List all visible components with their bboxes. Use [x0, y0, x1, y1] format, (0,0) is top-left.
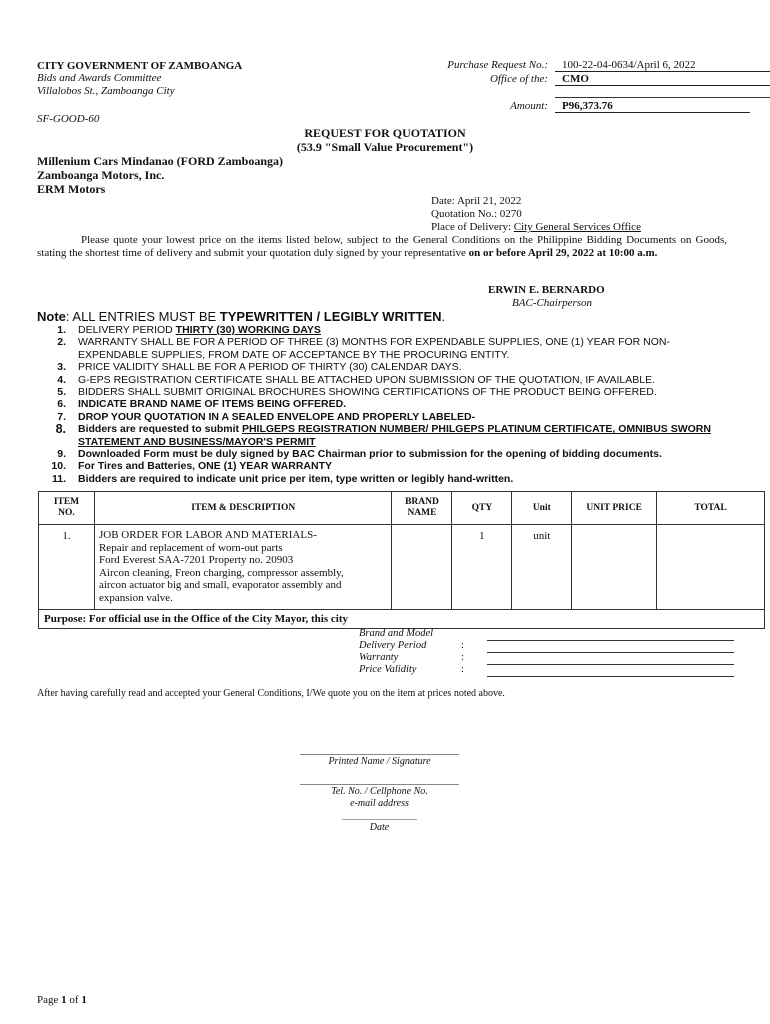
- amount-label: Amount:: [510, 100, 548, 112]
- note-text: DELIVERY PERIOD: [78, 324, 176, 336]
- col-header-brand: BRAND NAME: [392, 492, 452, 525]
- note-text: DROP YOUR QUOTATION IN A SEALED ENVELOPE AND PROPERLY LABELED-: [78, 410, 476, 423]
- col-header-unit: Unit: [512, 492, 572, 525]
- note-end: .: [441, 309, 446, 324]
- signature-line[interactable]: [300, 754, 459, 755]
- field-input-price-validity[interactable]: [487, 676, 734, 677]
- office-value: CMO: [555, 73, 770, 86]
- note-text: G-EPS REGISTRATION CERTIFICATE SHALL BE ATTACHED UPON SUBMISSION OF THE QUOTATION, IF AVAILABLE.: [78, 373, 656, 386]
- note-item: [40, 324, 740, 336]
- note-item: [40, 386, 740, 398]
- intro-text: Please quote your lowest price on the items listed below, subject to the General Conditions on the Philippine Bidding Documents on Goods, stating the shortest time of delivery and submit your quotation duly signed by your representative: [37, 234, 727, 259]
- pr-value: 100-22-04-0634/April 6, 2022: [555, 59, 770, 72]
- note-label: Note: [37, 309, 66, 324]
- note-text: INDICATE BRAND NAME OF ITEMS BEING OFFERED.: [78, 398, 347, 411]
- note-item: [40, 411, 740, 423]
- note-text: BIDDERS SHALL SUBMIT ORIGINAL BROCHURES SHOWING CERTIFICATIONS OF THE PRODUCT BEING OFFERED.: [78, 386, 657, 399]
- note-text: Bidders are requested to submit: [78, 423, 242, 436]
- col-header-unit-price: UNIT PRICE: [572, 492, 657, 525]
- unit-price-cell[interactable]: [572, 525, 657, 610]
- note-item: [40, 361, 740, 373]
- page-indicator: [37, 994, 87, 1006]
- note-emph-text: PHILGEPS REGISTRATION NUMBER/ PHILGEPS PLATINUM CERTIFICATE, OMNIBUS SWORN STATEMENT AND BUSINESS/MAYOR'S PERMIT: [78, 423, 711, 448]
- note-number: 3.: [57, 361, 66, 374]
- total-cell[interactable]: [657, 525, 765, 610]
- note-text: Bidders are required to indicate unit price per item, type written or legibly hand-written.: [78, 472, 514, 485]
- rfq-date: Date: April 21, 2022: [431, 195, 522, 207]
- note-number: 9.: [57, 448, 66, 461]
- note-text: PRICE VALIDITY SHALL BE FOR A PERIOD OF THIRTY (30) CALENDAR DAYS.: [78, 361, 462, 374]
- qty-cell: 1: [452, 525, 512, 610]
- page-prefix: Page: [37, 994, 62, 1006]
- field-label-price-validity: Price Validity: [359, 664, 417, 675]
- note-item: [40, 336, 740, 361]
- col-header-item-no: ITEM NO.: [39, 492, 95, 525]
- org-address: Villalobos St., Zamboanga City: [37, 85, 175, 97]
- note-item: [40, 460, 740, 472]
- field-input-delivery-period[interactable]: [487, 652, 734, 653]
- tel-line[interactable]: [300, 784, 459, 785]
- doc-title: REQUEST FOR QUOTATION: [304, 126, 466, 140]
- field-label-delivery-period: Delivery Period: [359, 640, 427, 651]
- note-number: 8.: [55, 422, 66, 437]
- items-table: [38, 491, 765, 629]
- purpose-row: [39, 610, 765, 629]
- desc-line: Ford Everest SAA-7201 Property no. 20903: [98, 554, 294, 566]
- printed-name-label: Printed Name / Signature: [328, 756, 431, 767]
- field-label-brand-model: Brand and Model: [359, 628, 434, 639]
- intro-paragraph: [37, 234, 727, 260]
- field-colon: :: [461, 652, 464, 663]
- org-name: CITY GOVERNMENT OF ZAMBOANGA: [37, 60, 243, 72]
- col-header-description: ITEM & DESCRIPTION: [94, 492, 392, 525]
- quotation-number: Quotation No.: 0270: [431, 208, 522, 220]
- brand-cell[interactable]: [392, 525, 452, 610]
- supplier-2: Zamboanga Motors, Inc.: [37, 168, 165, 182]
- desc-line: expansion valve.: [98, 591, 173, 604]
- pr-label: Purchase Request No.:: [447, 59, 548, 71]
- item-number: 1.: [39, 525, 95, 610]
- page-number: 1: [61, 994, 67, 1006]
- delivery-label: Place of Delivery:: [431, 221, 514, 233]
- office-label: Office of the:: [489, 73, 548, 85]
- field-input-brand-model[interactable]: [487, 640, 734, 641]
- field-colon: :: [461, 664, 464, 675]
- note-emph-text: THIRTY (30) WORKING DAYS: [175, 324, 321, 336]
- note-number: 4.: [57, 373, 66, 386]
- place-of-delivery: [431, 221, 641, 233]
- email-label: e-mail address: [350, 798, 409, 809]
- committee-name: Bids and Awards Committee: [37, 72, 162, 84]
- note-text: For Tires and Batteries, ONE (1) YEAR WARRANTY: [78, 460, 332, 473]
- date-line[interactable]: _______________: [342, 810, 417, 821]
- note-intro: : ALL ENTRIES MUST BE: [65, 309, 220, 324]
- date-label: Date: [369, 822, 390, 833]
- desc-line: aircon actuator big and small, evaporator assembly and: [98, 579, 342, 591]
- delivery-value: City General Services Office: [513, 221, 641, 233]
- note-number: 5.: [57, 386, 66, 399]
- table-header-row: [39, 492, 765, 525]
- note-number: 1.: [57, 324, 66, 336]
- unit-cell: unit: [512, 525, 572, 610]
- note-number: 7.: [57, 410, 66, 423]
- page-of: of: [66, 994, 82, 1006]
- note-number: 11.: [51, 472, 66, 485]
- supplier-3: ERM Motors: [37, 182, 106, 196]
- note-text: Downloaded Form must be duly signed by BAC Chairman prior to submission for the opening of bidding documents.: [78, 448, 662, 461]
- field-input-warranty[interactable]: [487, 664, 734, 665]
- note-item: [40, 448, 740, 460]
- col-header-total: TOTAL: [657, 492, 765, 525]
- table-row: [39, 525, 765, 610]
- chairperson-title: BAC-Chairperson: [512, 297, 593, 309]
- item-description: [94, 525, 392, 610]
- intro-deadline: on or before April 29, 2022 at 10:00 a.m.: [468, 247, 658, 259]
- note-number: 2.: [57, 336, 66, 349]
- note-item: [40, 473, 740, 485]
- tel-label: Tel. No. / Cellphone No.: [331, 786, 428, 797]
- office-extra-line: [555, 97, 770, 98]
- purpose-text: Purpose: For official use in the Office of the City Mayor, this city: [39, 610, 765, 629]
- notes-list: [40, 324, 740, 485]
- note-number: 10.: [51, 460, 66, 473]
- field-label-warranty: Warranty: [359, 652, 399, 663]
- amount-value: P96,373.76: [555, 100, 750, 113]
- field-colon: :: [461, 640, 464, 651]
- supplier-1: Millenium Cars Mindanao (FORD Zamboanga): [37, 154, 284, 168]
- form-code: SF-GOOD-60: [37, 113, 100, 125]
- note-item: [40, 423, 740, 448]
- doc-subtitle: (53.9 "Small Value Procurement"): [296, 140, 474, 154]
- desc-line: JOB ORDER FOR LABOR AND MATERIALS-: [98, 529, 317, 541]
- note-item: [40, 374, 740, 386]
- note-text: WARRANTY SHALL BE FOR A PERIOD OF THREE (3) MONTHS FOR EXPENDABLE SUPPLIES, ONE (1) YEAR FOR NON-EXPENDABLE SUPPLIES, FROM DATE OF ACCEPTANCE BY THE PROCURING ENTITY.: [78, 336, 671, 361]
- acceptance-statement: After having carefully read and accepted your General Conditions, I/We quote you on the item at prices noted above.: [37, 688, 505, 699]
- desc-line: Repair and replacement of worn-out parts: [98, 541, 283, 554]
- page-total: 1: [81, 994, 87, 1006]
- desc-line: Aircon cleaning, Freon charging, compressor assembly,: [98, 566, 344, 579]
- note-item: [40, 398, 740, 410]
- chairperson-name: ERWIN E. BERNARDO: [488, 284, 605, 296]
- note-heading: [37, 309, 445, 324]
- col-header-qty: QTY: [452, 492, 512, 525]
- note-emph: TYPEWRITTEN / LEGIBLY WRITTEN: [219, 309, 442, 324]
- note-number: 6.: [57, 398, 66, 411]
